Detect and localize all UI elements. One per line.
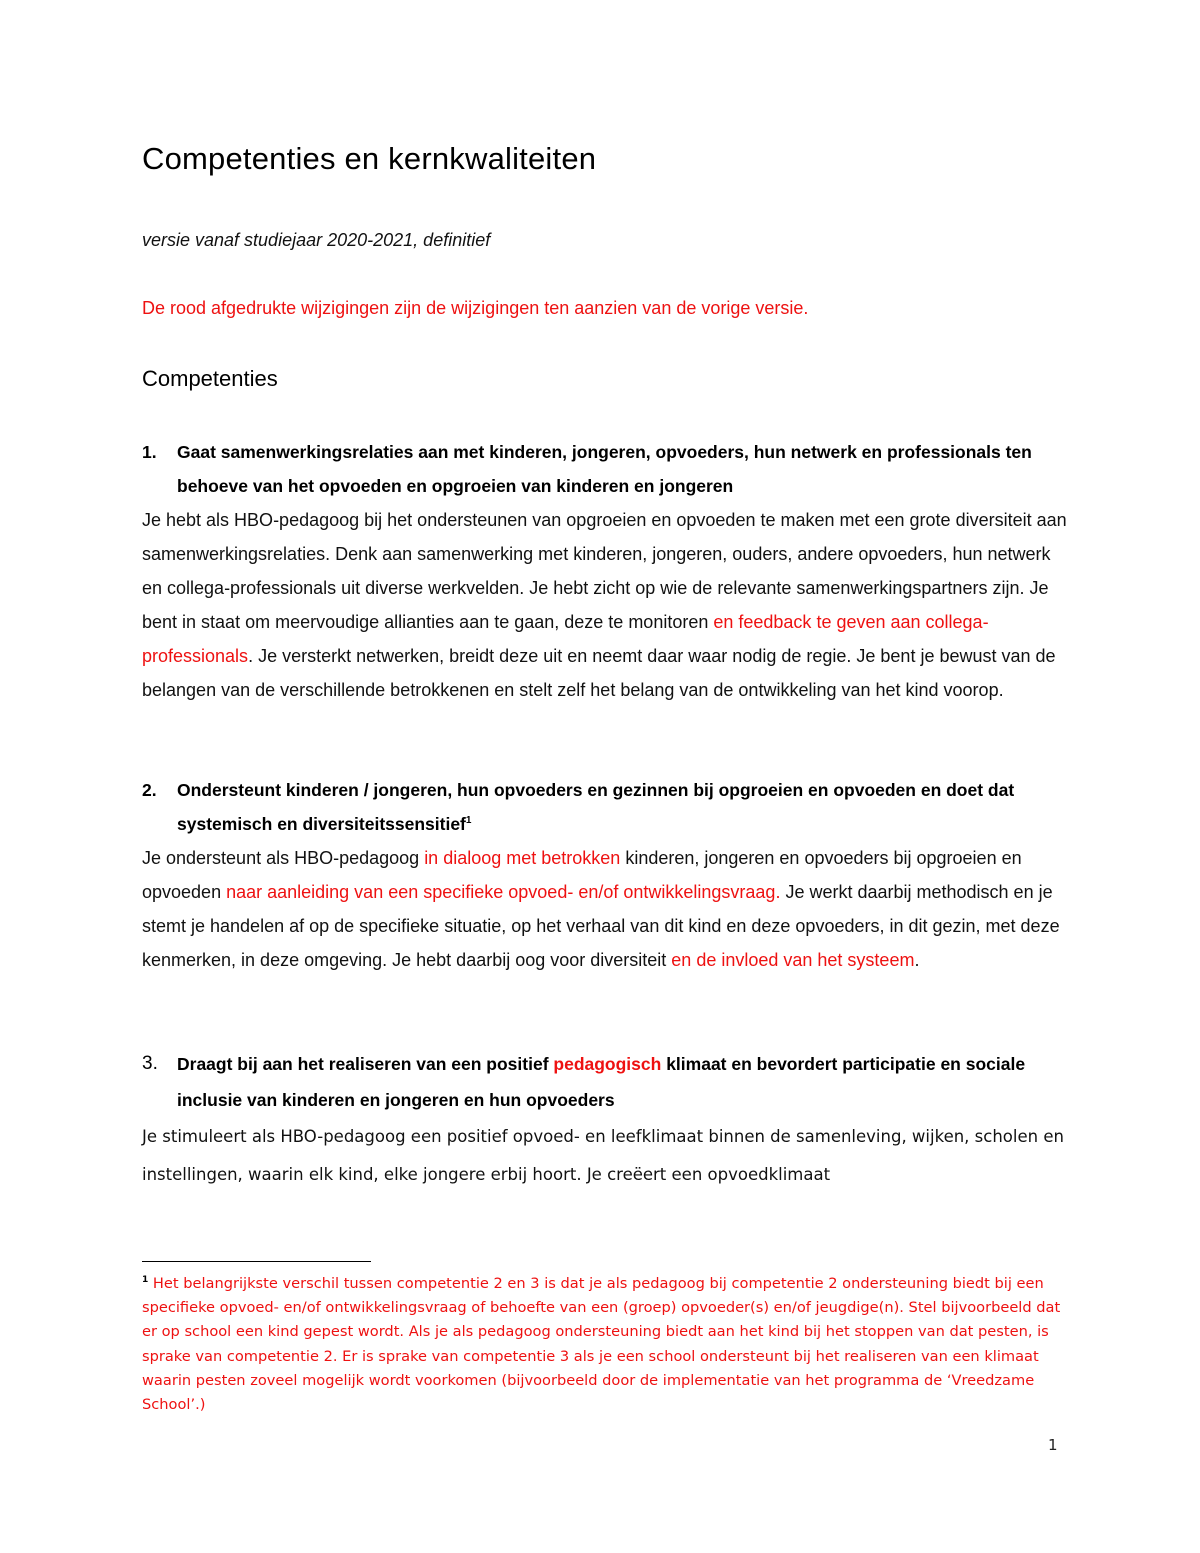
competency-3-body: Je stimuleert als HBO-pedagoog een positief opvoed- en leefklimaat binnen de samenleving, wijken, scholen en instellingen, waarin elk kind, elke jongere erbij hoort. Je creëert een opvoedklimaat bbox=[142, 1127, 1064, 1184]
competency-2-body bbox=[142, 841, 1072, 977]
footnote bbox=[142, 1268, 1062, 1418]
version-line: versie vanaf studiejaar 2020-2021, definitief bbox=[142, 230, 491, 250]
section-title: Competenties bbox=[142, 366, 278, 391]
competency-1-number: 1. bbox=[142, 442, 157, 462]
footnote-text: Het belangrijkste verschil tussen competentie 2 en 3 is dat je als pedagoog bij competentie 2 ondersteuning biedt bij een specifieke opvoed- en/of ontwikkelingsvraag of behoefte van een (groep) opvoeder(s) en/of jeugdige(n). Stel bijvoorbeeld dat er op school een kind gepest wordt. Als je als pedagoog ondersteuning biedt aan het kind bij het stoppen van dat pesten, is sprake van competentie 2. Er is sprake van competentie 3 als je een school ondersteunt bij het realiseren van een klimaat waarin pesten zoveel mogelijk wordt voorkomen (bijvoorbeeld door de implementatie van het programma de ‘Vreedzame School’.) bbox=[142, 1274, 1061, 1414]
competency-3 bbox=[142, 1046, 1072, 1194]
competency-2-number: 2. bbox=[142, 780, 157, 800]
competency-3-heading-text: Draagt bij aan het realiseren van een positief bbox=[177, 1054, 554, 1074]
competency-1-heading bbox=[142, 435, 1072, 503]
competency-2-heading bbox=[142, 773, 1072, 841]
competency-1-body-change: en feedback te geven aan collega-professionals bbox=[142, 612, 989, 666]
competency-3-heading-change: pedagogisch bbox=[553, 1054, 662, 1074]
competency-2-body-text-4: . bbox=[914, 950, 920, 970]
page-number: 1 bbox=[1048, 1436, 1058, 1454]
competency-2-body-text-3: Je werkt daarbij methodisch en je stemt je handelen af op de specifieke situatie, op het verhaal van dit kind en deze opvoeders, in dit gezin, met deze kenmerken, in deze omgeving. Je hebt daarbij oog voor diversiteit bbox=[142, 882, 1060, 970]
competency-2-heading-text: Ondersteunt kinderen / jongeren, hun opvoeders en gezinnen bij opgroeien en opvoeden en doet dat systemisch en diversiteitssensitief bbox=[177, 780, 1015, 834]
footnote-marker: 1 bbox=[142, 1275, 149, 1285]
competency-1-body-text-2: . Je versterkt netwerken, breidt deze uit en neemt daar waar nodig de regie. Je bent je bewust van de belangen van de verschillende betrokkenen en stelt zelf het belang van de ontwikkeling van het kind voorop. bbox=[142, 646, 1056, 700]
competency-2-body-text: Je ondersteunt als HBO-pedagoog bbox=[142, 848, 425, 868]
footnote-reference[interactable]: 1 bbox=[465, 815, 472, 827]
competency-3-number: 3. bbox=[142, 1053, 158, 1074]
competency-1-body-text: Je hebt als HBO-pedagoog bij het ondersteunen van opgroeien en opvoeden te maken met een grote diversiteit aan samenwerkingsrelaties. Denk aan samenwerking met kinderen, jongeren, ouders, andere opvoeders, hun netwerk en collega-professionals uit diverse werkvelden. Je hebt zicht op wie de relevante samenwerkingspartners zijn. Je bent in staat om meervoudige allianties aan te gaan, deze te monitoren bbox=[142, 510, 1067, 632]
footnote-separator bbox=[142, 1261, 371, 1262]
changes-note: De rood afgedrukte wijzigingen zijn de wijzigingen ten aanzien van de vorige versie. bbox=[142, 298, 809, 318]
competency-1 bbox=[142, 435, 1072, 707]
competency-2-body-change-3: en de invloed van het systeem bbox=[671, 950, 915, 970]
competency-1-body bbox=[142, 503, 1072, 707]
document-title: Competenties en kernkwaliteiten bbox=[142, 141, 597, 176]
competency-2 bbox=[142, 773, 1072, 977]
competency-2-body-change-2: naar aanleiding van een specifieke opvoed- en/of ontwikkelingsvraag. bbox=[226, 882, 781, 902]
competency-2-body-change-1: in dialoog met betrokken bbox=[424, 848, 621, 868]
competency-1-heading-text: Gaat samenwerkingsrelaties aan met kinderen, jongeren, opvoeders, hun netwerk en professionals ten behoeve van het opvoeden en opgroeien van kinderen en jongeren bbox=[177, 442, 1032, 496]
competency-2-body-text-2: kinderen, jongeren en opvoeders bij opgroeien en opvoeden bbox=[142, 848, 1022, 902]
competency-3-heading bbox=[142, 1046, 1072, 1118]
competency-3-heading-text-2: klimaat en bevordert participatie en sociale inclusie van kinderen en jongeren en hun opvoeders bbox=[177, 1054, 1026, 1110]
